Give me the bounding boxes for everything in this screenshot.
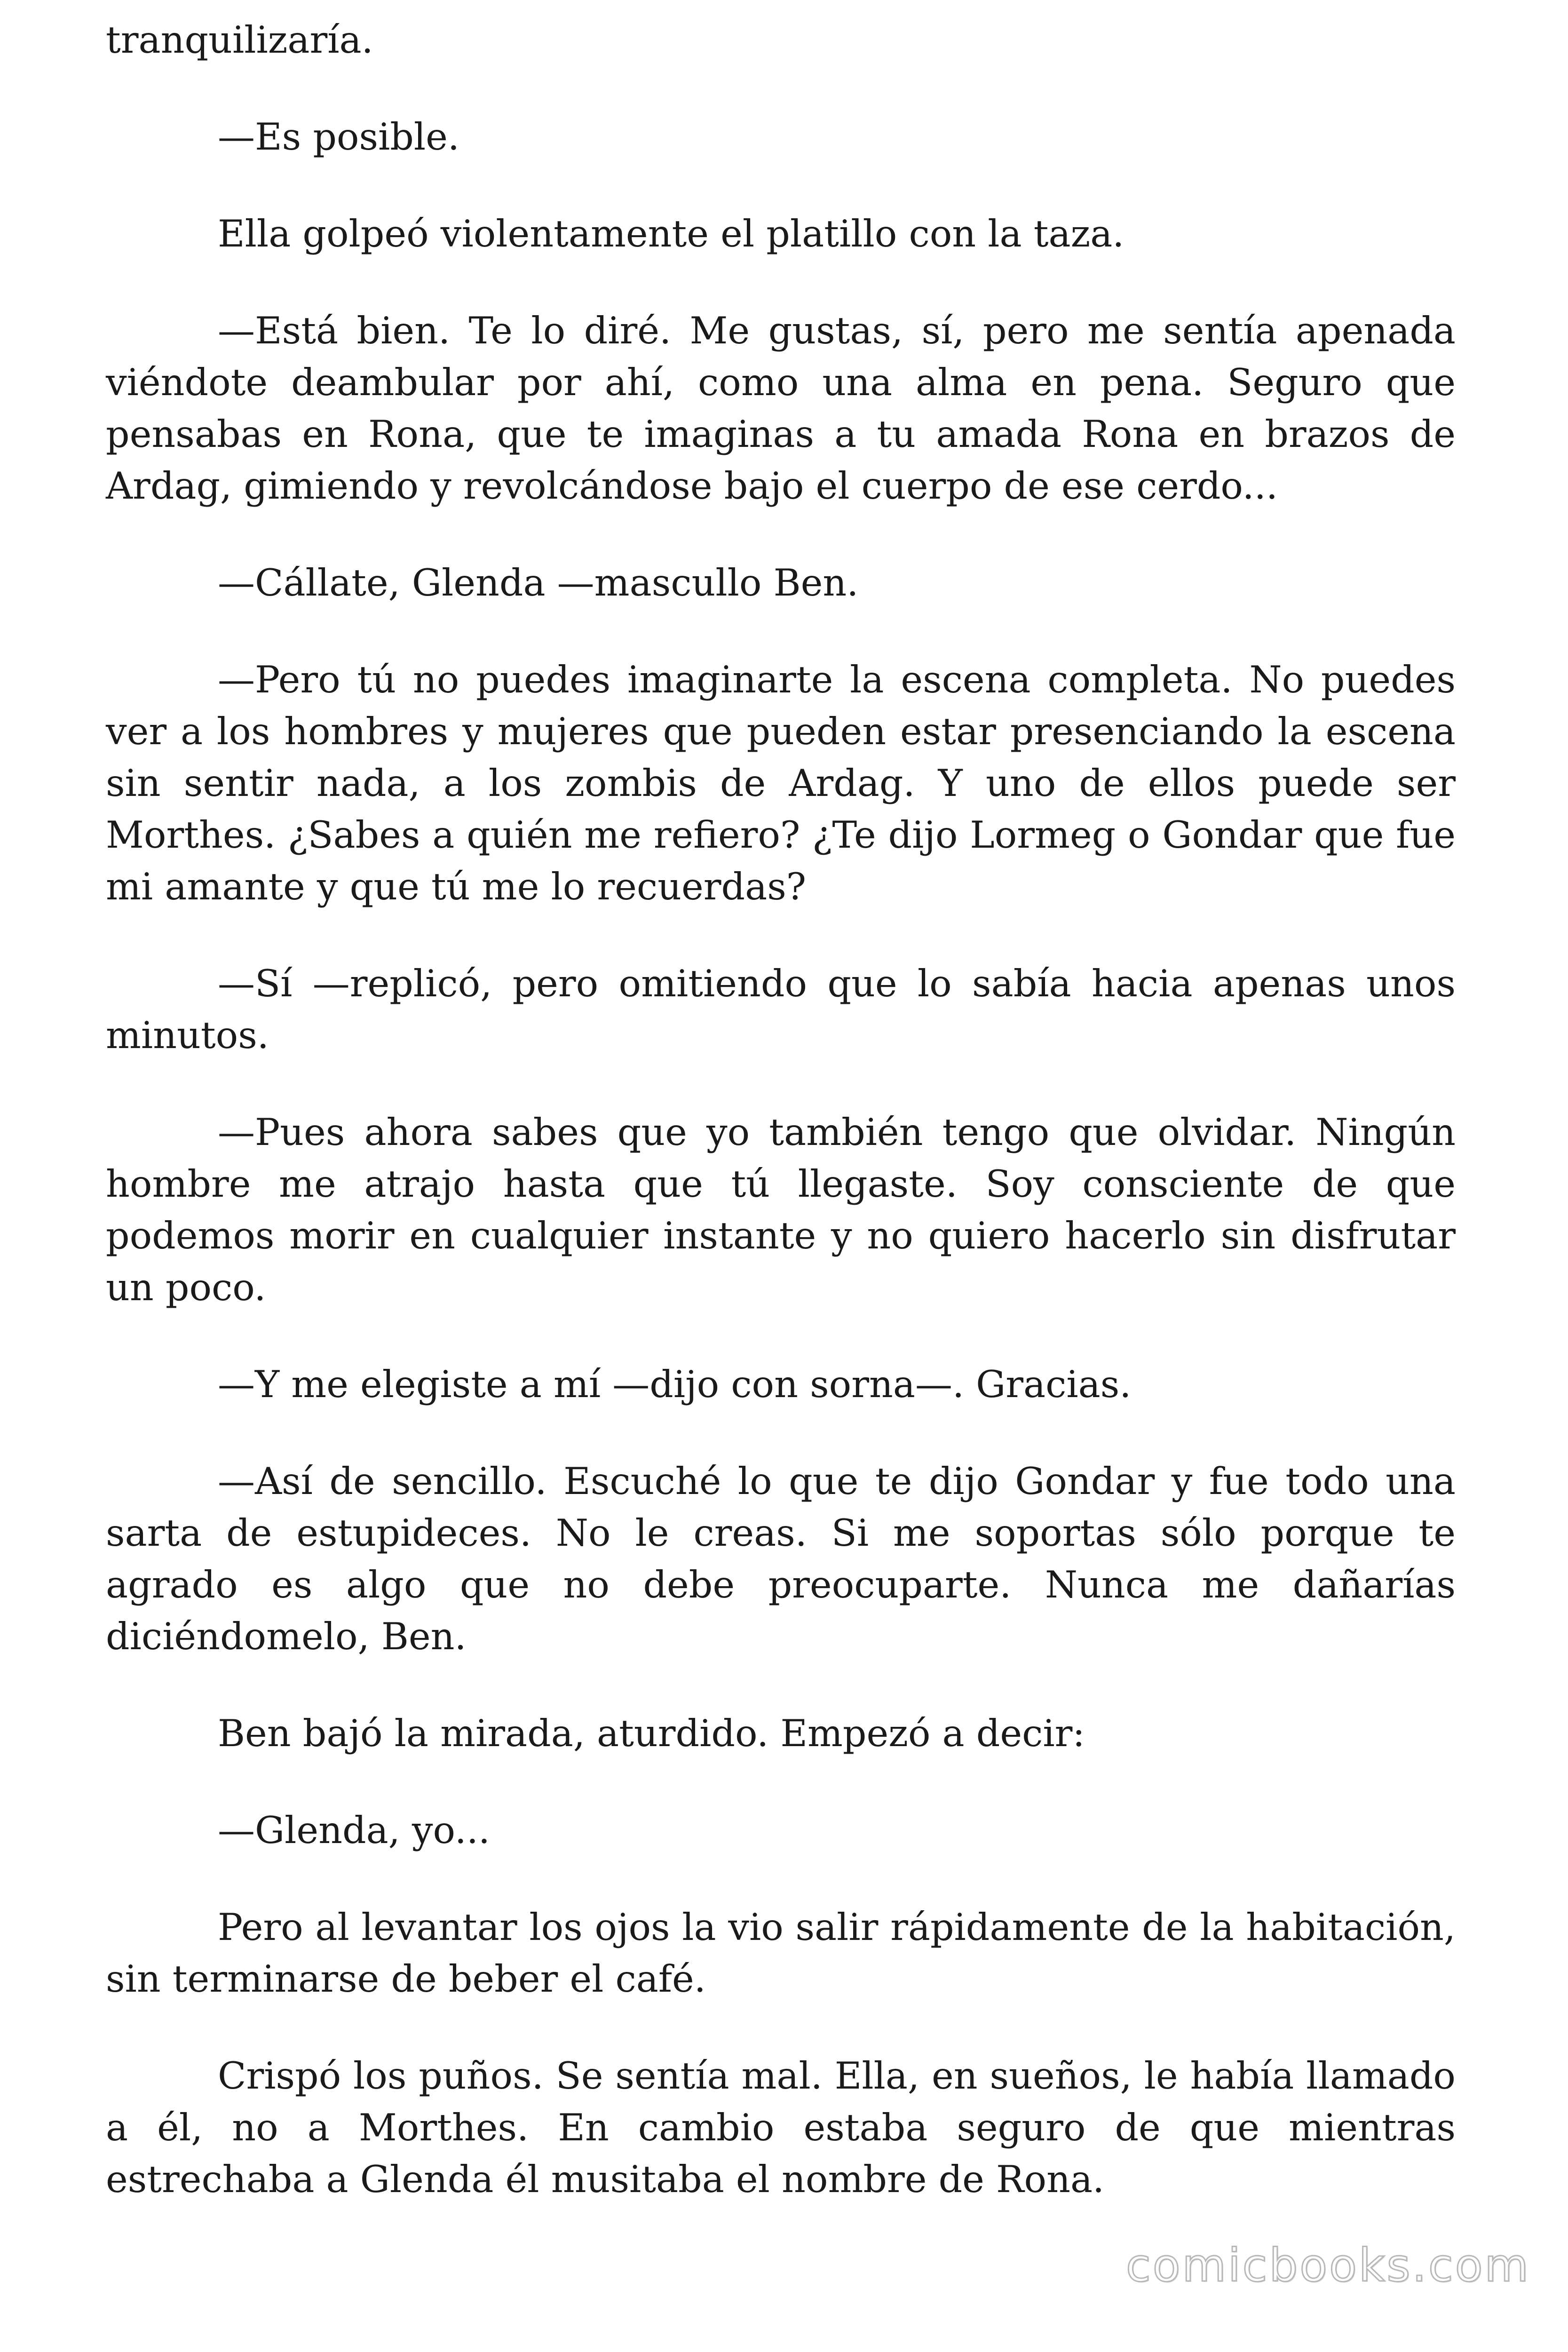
paragraph-1: tranquilizaría. <box>106 18 373 62</box>
paragraph-5: —Cállate, Glenda —mascullo Ben. <box>218 561 859 604</box>
paragraph-4: —Está bien. Te lo diré. Me gustas, sí, pero me sentía apenada viéndote deambular por ahí, como una alma en pena. Seguro que pensabas en Rona, que te imaginas a tu amada Rona en brazos de Ardag, gimiendo y revolcándose bajo el cuerpo de ese cerdo... <box>106 309 1456 508</box>
paragraph-14: Crispó los puños. Se sentía mal. Ella, en sueños, le había llamado a él, no a Morthes. En cambio estaba seguro de que mientras estrechaba a Glenda él musitaba el nombre de Rona. <box>106 2054 1456 2201</box>
text-column <box>106 14 1456 2250</box>
paragraph-11: Ben bajó la mirada, aturdido. Empezó a decir: <box>218 1712 1085 1755</box>
paragraph-3: Ella golpeó violentamente el platillo con la taza. <box>218 212 1125 255</box>
paragraph-6: —Pero tú no puedes imaginarte la escena completa. No puedes ver a los hombres y mujeres que pueden estar presenciando la escena sin sentir nada, a los zombis de Ardag. Y uno de ellos puede ser Morthes. ¿Sabes a quién me refiero? ¿Te dijo Lormeg o Gondar que fue mi amante y que tú me lo recuerdas? <box>106 658 1456 908</box>
watermark-logo: comicbooks.com <box>1125 2239 1530 2292</box>
paragraph-12: —Glenda, yo... <box>218 1809 491 1852</box>
paragraph-8: —Pues ahora sabes que yo también tengo que olvidar. Ningún hombre me atrajo hasta que tú llegaste. Soy consciente de que podemos morir en cualquier instante y no quiero hacerlo sin disfrutar un poco. <box>106 1111 1456 1309</box>
paragraph-10: —Así de sencillo. Escuché lo que te dijo Gondar y fue todo una sarta de estupideces. No le creas. Si me soportas sólo porque te agrado es algo que no debe preocuparte. Nunca me dañarías diciéndomelo, Ben. <box>106 1460 1456 1658</box>
paragraph-2: —Es posible. <box>218 115 459 159</box>
paragraph-9: —Y me elegiste a mí —dijo con sorna—. Gracias. <box>218 1363 1132 1406</box>
paragraph-13: Pero al levantar los ojos la vio salir rápidamente de la habitación, sin terminarse de beber el café. <box>106 1906 1456 2001</box>
paragraph-7: —Sí —replicó, pero omitiendo que lo sabía hacia apenas unos minutos. <box>106 962 1456 1057</box>
